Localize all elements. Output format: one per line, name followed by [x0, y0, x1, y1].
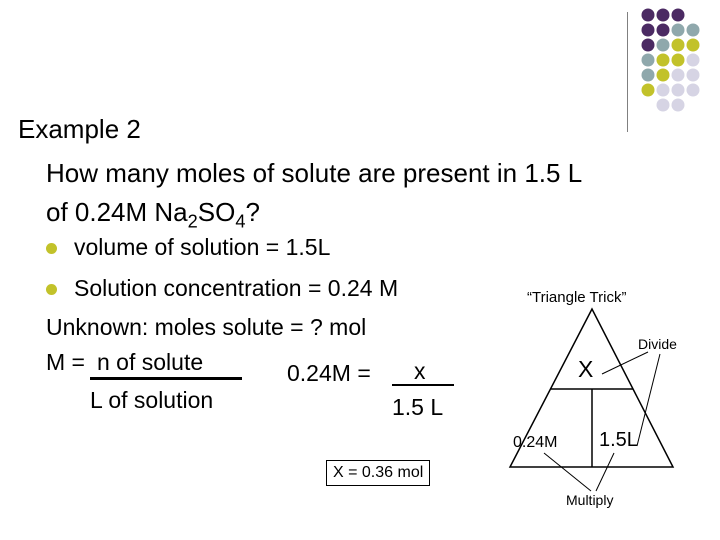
- divide-arrow-1: [602, 352, 648, 374]
- formula-so: SO: [197, 197, 236, 227]
- divide-arrow-2: [637, 354, 660, 446]
- substitution-denominator: 1.5 L: [392, 394, 444, 420]
- unknown-line: Unknown: moles solute = ? mol: [46, 314, 367, 340]
- substitution-numerator: x: [414, 358, 426, 384]
- divide-label: Divide: [638, 336, 677, 352]
- formula-lhs: M =: [46, 349, 85, 375]
- subscript-4: 4: [235, 211, 246, 232]
- triangle-top-label: X: [578, 356, 594, 382]
- bullet-item-2: Solution concentration = 0.24 M: [74, 275, 399, 301]
- multiply-arrow-1: [544, 453, 591, 491]
- triangle-trick-title: “Triangle Trick”: [527, 289, 627, 306]
- bullet-item-1: volume of solution = 1.5L: [74, 234, 331, 260]
- triangle-bottom-right-label: 1.5L: [599, 429, 638, 451]
- triangle-bottom-left-label: 0.24M: [513, 434, 558, 451]
- question-line-1: How many moles of solute are present in 1.5 L: [46, 158, 583, 188]
- question-text: of 0.24M Na: [46, 197, 188, 227]
- formula-numerator: n of solute: [97, 349, 204, 375]
- question-mark: ?: [245, 197, 260, 227]
- substitution-lhs: 0.24M =: [287, 360, 371, 386]
- multiply-label: Multiply: [566, 492, 614, 508]
- formula-denominator: L of solution: [90, 387, 214, 413]
- multiply-arrow-2: [596, 453, 614, 491]
- answer-box: X = 0.36 mol: [326, 460, 430, 486]
- subscript-2: 2: [187, 211, 198, 232]
- slide-title: Example 2: [18, 114, 141, 144]
